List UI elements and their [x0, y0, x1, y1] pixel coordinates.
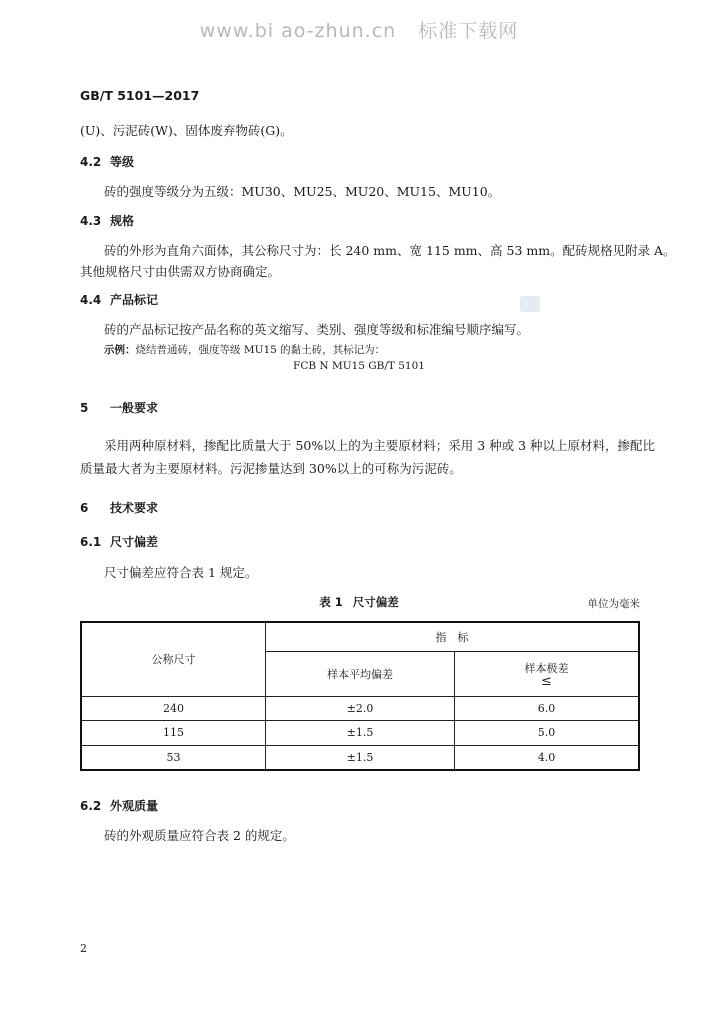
section-4-3-text-2: 其他规格尺寸由供需双方协商确定。: [80, 264, 281, 279]
section-5-text-1: 采用两种原材料，掺配比质量大于 50%以上的为主要原材料；采用 3 种或 3 种以上原材料，掺配比: [104, 438, 656, 453]
table-cell-range: 4.0: [455, 745, 640, 770]
example-line: [104, 342, 385, 357]
table-header-group: 指 标: [266, 622, 640, 651]
table-header-range-label: 样本极差: [524, 661, 569, 675]
section-4-3-text-1: 砖的外形为直角六面体，其公称尺寸为：长 240 mm、宽 115 mm、高 53 mm。配砖规格见附录 A。: [104, 243, 676, 258]
section-4-4-text: 砖的产品标记按产品名称的英文缩写、类别、强度等级和标准编号顺序编写。: [104, 322, 530, 337]
section-number: 6: [80, 501, 89, 515]
table-caption-number: 表 1: [319, 595, 343, 609]
table-1: [80, 621, 640, 771]
watermark-site: www.bi ao-zhun.cn: [199, 20, 397, 42]
section-5-text-2: 质量最大者为主要原材料。污泥掺量达到 30%以上的可称为污泥砖。: [80, 461, 462, 476]
table-cell-size: 240: [81, 696, 266, 720]
table-header-range: [455, 651, 640, 696]
table-row: [81, 696, 639, 720]
section-title: 尺寸偏差: [110, 535, 159, 549]
table-caption-title: 尺寸偏差: [352, 595, 399, 609]
section-5-heading: [80, 399, 158, 416]
section-6-2-heading: [80, 797, 158, 814]
page-number: 2: [80, 942, 87, 955]
section-4-4-heading: [80, 291, 158, 308]
table-cell-mean: ±1.5: [266, 720, 455, 745]
watermark: [0, 16, 718, 43]
section-title: 技术要求: [110, 501, 159, 515]
section-4-2-heading: [80, 153, 134, 170]
section-title: 一般要求: [110, 401, 159, 415]
section-6-1-heading: [80, 533, 158, 550]
section-title: 等级: [110, 155, 135, 169]
section-number: 6.1: [80, 535, 102, 549]
section-6-1-text: 尺寸偏差应符合表 1 规定。: [104, 565, 258, 580]
table-cell-size: 115: [81, 720, 266, 745]
table-header-nominal: 公称尺寸: [81, 622, 266, 696]
table-cell-range: 5.0: [455, 720, 640, 745]
section-number: 4.2: [80, 155, 102, 169]
section-title: 产品标记: [110, 293, 159, 307]
table-cell-size: 53: [81, 745, 266, 770]
section-number: 6.2: [80, 799, 102, 813]
table-unit: 单位为毫米: [587, 598, 640, 610]
less-equal-symbol: ≤: [541, 673, 552, 689]
watermark-name: 标准下载网: [418, 20, 519, 42]
standard-code: GB/T 5101—2017: [80, 88, 200, 103]
section-4-2-text: 砖的强度等级分为五级：MU30、MU25、MU20、MU15、MU10。: [104, 184, 501, 199]
table-cell-mean: ±1.5: [266, 745, 455, 770]
table-cell-mean: ±2.0: [266, 696, 455, 720]
table-row: [81, 720, 639, 745]
section-number: 4.4: [80, 293, 102, 307]
section-6-heading: [80, 499, 158, 516]
section-6-2-text: 砖的外观质量应符合表 2 的规定。: [104, 828, 295, 843]
section-number: 5: [80, 401, 89, 415]
example-text: 烧结普通砖，强度等级 MU15 的黏土砖，其标记为：: [135, 344, 386, 356]
section-number: 4.3: [80, 214, 102, 228]
section-title: 规格: [110, 214, 135, 228]
table-row: [81, 745, 639, 770]
table-cell-range: 6.0: [455, 696, 640, 720]
scan-smudge: [520, 296, 540, 312]
section-title: 外观质量: [110, 799, 159, 813]
table-header-mean: 样本平均偏差: [266, 651, 455, 696]
product-mark-example: FCB N MU15 GB/T 5101: [293, 360, 425, 372]
example-label: 示例：: [104, 344, 136, 356]
continuation-text: (U)、污泥砖(W)、固体废弃物砖(G)。: [80, 123, 293, 138]
section-4-3-heading: [80, 212, 134, 229]
